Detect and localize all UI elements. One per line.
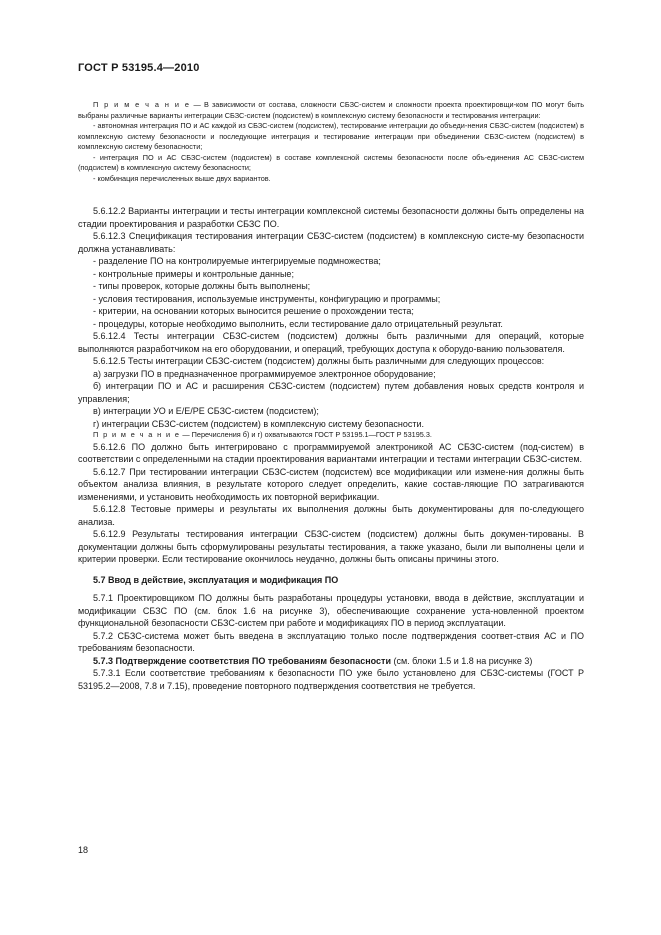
list-item: б) интеграции ПО и АС и расширения СБЗС-систем (подсистем) путем добавления новых средств контроля и управления; <box>78 381 584 404</box>
note-item: - комбинация перечисленных выше двух вариантов. <box>93 173 271 183</box>
note-block <box>78 100 584 184</box>
paragraph-5-6-12-3: 5.6.12.3 Спецификация тестирования интеграции СБЗС-систем (подсистем) в комплексную систе-му безопасности должна устанавливать: <box>78 231 584 254</box>
subsection-heading-5-7-3: 5.7.3 Подтверждение соответствия ПО требованиям безопасности <box>93 655 391 666</box>
section-heading-5-7: 5.7 Ввод в действие, эксплуатация и модификация ПО <box>93 574 339 585</box>
paragraph-5-6-12-8: 5.6.12.8 Тестовые примеры и результаты их выполнения должны быть документированы для по-следующего анализа. <box>78 504 584 527</box>
paragraph-5-7-3-1: 5.7.3.1 Если соответствие требованиям к безопасности ПО уже было установлено для СБЗС-системы (ГОСТ Р 53195.2—2008, 7.8 и 7.15), проведение повторного подтверждения соответствия не требуется. <box>78 668 584 691</box>
page-number: 18 <box>78 845 89 855</box>
list-item: - процедуры, которые необходимо выполнить, если тестирование дало отрицательный результат. <box>93 318 503 329</box>
paragraph-5-6-12-4: 5.6.12.4 Тесты интеграции СБЗС-систем (подсистем) должны быть различными для операций, которые выполняются разработчиком на его оборудовании, и операций, требующих доступа к оборудо-ванию пользователя. <box>78 331 584 354</box>
list-item: а) загрузки ПО в предназначенное программируемое электронное оборудование; <box>93 368 436 379</box>
list-item: - условия тестирования, используемые инструменты, конфигурацию и программы; <box>93 293 441 304</box>
subsection-heading-rest: (см. блоки 1.5 и 1.8 на рисунке 3) <box>391 655 533 666</box>
paragraph-5-7-1: 5.7.1 Проектировщиком ПО должны быть разработаны процедуры установки, ввода в действие, эксплуатации и модификации СБЗС ПО (см. блок 1.6 на рисунке 3), обеспечивающие сохранение уста-новленной проектом функциональной безопасности СБЗС-систем при работе и модификациях ПО в период эксплуатации. <box>78 593 584 628</box>
note-2 <box>78 430 584 441</box>
body-text <box>78 205 584 692</box>
note-intro <box>78 100 584 121</box>
paragraph-5-6-12-6: 5.6.12.6 ПО должно быть интегрировано с программируемой электроникой АС СБЗС-систем (под-систем) в соответствии с определенными на стадии проектирования вариантами интеграции и тестами интеграции СБЗС-систем. <box>78 441 584 464</box>
paragraph-5-6-12-7: 5.6.12.7 При тестировании интеграции СБЗС-систем (подсистем) все модификации или измене-ния должны быть объектом анализа влияния, в результате которого следует определить, какие состав-ляющие ПО затрагиваются изменениями, и установить необходимость их повторной верификации. <box>78 466 584 502</box>
list-item: - критерии, на основании которых выносится решение о прохождении теста; <box>93 306 414 316</box>
paragraph-5-6-12-5: 5.6.12.5 Тесты интеграции СБЗС-систем (подсистем) должны быть различными для следующих процессов: <box>93 356 545 366</box>
list-item: - разделение ПО на контролируемые интегрируемые подмножества; <box>93 256 381 266</box>
note-label: П р и м е ч а н и е <box>93 100 191 109</box>
list-item: в) интеграции УО и Е/Е/РЕ СБЗС-систем (подсистем); <box>93 406 319 416</box>
note-2-label: П р и м е ч а н и е <box>93 430 181 439</box>
list-item: - типы проверок, которые должны быть выполнены; <box>93 281 311 291</box>
list-item: г) интеграции СБЗС-систем (подсистем) в комплексную систему безопасности. <box>93 418 424 429</box>
paragraph-5-7-3 <box>78 655 584 668</box>
paragraph-5-6-12-9: 5.6.12.9 Результаты тестирования интеграции СБЗС-систем (подсистем) должны быть докумен-тированы. В документации должны быть сформулированы результаты тестирования, а также указано, были ли выполнены цели и критерии проверки. Если тестирование окончилось неудачно, должны быть описаны причины этого. <box>78 529 584 564</box>
note-2-text: — Перечисления б) и г) охватываются ГОСТ Р 53195.1—ГОСТ Р 53195.3. <box>180 430 432 439</box>
note-item: - интеграция ПО и АС СБЗС-систем (подсистем) в составе комплексной системы безопасности после объ-единения АС СБЗС-систем (подсистем) в комплексную систему безопасности; <box>78 152 584 172</box>
paragraph-5-6-12-2: 5.6.12.2 Варианты интеграции и тесты интеграции комплексной системы безопасности должны быть определены на стадии проектирования и разработки СБЗС ПО. <box>78 206 584 229</box>
note-item: - автономная интеграция ПО и АС каждой из СБЗС-систем (подсистем), тестирование интеграции до объеди-нения СБЗС-систем (подсистем) в комплексную систему безопасности и последующие интеграция и тестирование интеграции при объединении СБЗС-систем (подсистем) в комплексную систему безопасности; <box>78 121 584 151</box>
document-header: ГОСТ Р 53195.4—2010 <box>78 62 200 74</box>
note-text: — В зависимости от состава, сложности СБЗС-систем и сложности проекта проектировщи-ком ПО могут быть выбраны различные варианты интеграции СБЗС-систем (подсистем) в комплексную систему безопасности и тестирования интеграции: <box>78 100 584 120</box>
list-item: - контрольные примеры и контрольные данные; <box>93 268 294 279</box>
paragraph-5-7-2: 5.7.2 СБЗС-система может быть введена в эксплуатацию только после подтверждения соответ-ствия АС и ПО требованиям безопасности. <box>78 630 584 653</box>
